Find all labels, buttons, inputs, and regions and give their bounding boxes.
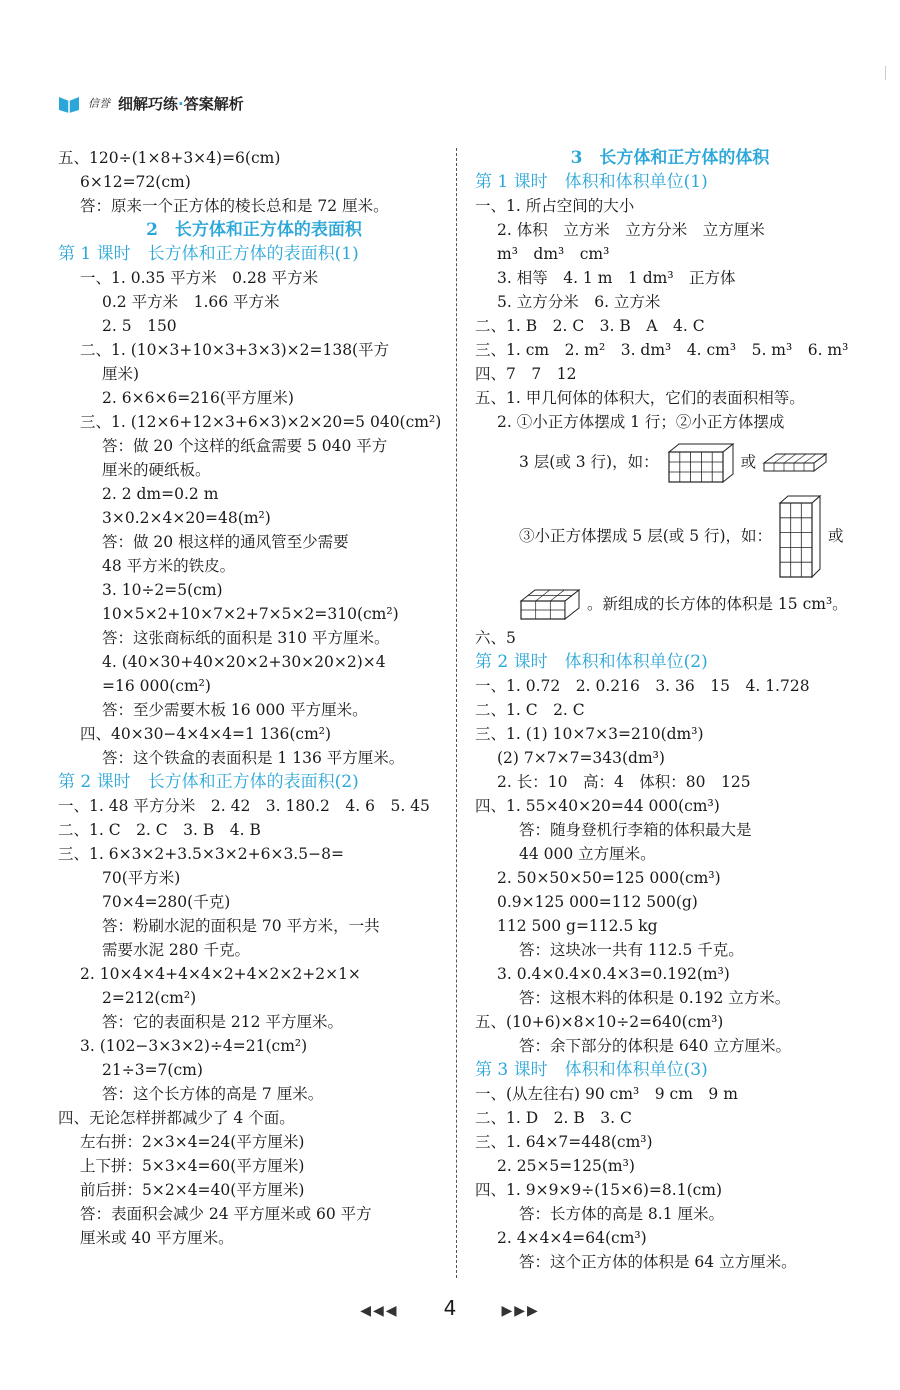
left-line: 第 1 课时 长方体和正方体的表面积(1) [58, 244, 359, 264]
left-line: 上下拼：5×3×4=60(平方厘米) [80, 1157, 305, 1175]
right-line: 一、1. 0.72 2. 0.216 3. 36 15 4. 1.728 [475, 677, 810, 695]
right-line: 六、5 [475, 629, 516, 647]
left-line: 一、1. 48 平方分米 2. 42 3. 180.2 4. 6 5. 45 [58, 797, 430, 815]
right-line: 二、1. B 2. C 3. B A 4. C [475, 317, 705, 335]
left-line: 2. 5 150 [102, 317, 177, 335]
left-line: 0.2 平方米 1.66 平方米 [102, 293, 280, 311]
right-line: 四、1. 55×40×20=44 000(cm³) [475, 797, 720, 815]
right-line: 5. 立方分米 6. 立方米 [497, 293, 661, 311]
page-number: 4 [443, 1296, 457, 1320]
right-line: 二、1. D 2. B 3. C [475, 1109, 632, 1127]
right-line: 2. 50×50×50=125 000(cm³) [497, 869, 721, 887]
right-line: 答：随身登机行李箱的体积最大是 [519, 821, 752, 839]
left-line: 4. (40×30+40×20×2+30×20×2)×4 [102, 653, 386, 671]
left-line: 70×4=280(千克) [102, 893, 231, 911]
left-line: 答：做 20 根这样的通风管至少需要 [102, 533, 349, 551]
corner-mark [885, 66, 886, 80]
left-line: 3. (102−3×3×2)÷4=21(cm²) [80, 1037, 308, 1055]
cuboid-thin-slab-figure [762, 451, 828, 473]
right-line: 第 3 课时 体积和体积单位(3) [475, 1060, 708, 1080]
right-line: 44 000 立方厘米。 [519, 845, 656, 863]
right-line: 答：余下部分的体积是 640 立方厘米。 [519, 1037, 791, 1055]
left-line: 2. 6×6×6=216(平方厘米) [102, 389, 294, 407]
right-line: 二、1. C 2. C [475, 701, 585, 719]
left-line: 6×12=72(cm) [80, 173, 191, 191]
left-line: 3. 10÷2=5(cm) [102, 581, 223, 599]
left-line: 厘米的硬纸板。 [102, 461, 211, 479]
book-logo-icon [58, 93, 80, 113]
right-line: 第 1 课时 体积和体积单位(1) [475, 172, 708, 192]
right-line: 三、1. 64×7=448(cm³) [475, 1133, 653, 1151]
left-column [58, 146, 450, 1250]
next-arrows-icon: ▶▶▶ [501, 1303, 540, 1319]
right-line: 2. 体积 立方米 立方分米 立方厘米 [497, 221, 765, 239]
page-header [58, 88, 244, 118]
right-line: 0.9×125 000=112 500(g) [497, 893, 698, 911]
left-line: 答：原来一个正方体的棱长总和是 72 厘米。 [80, 197, 389, 215]
series-title: 细解巧练·答案解析 [118, 94, 244, 113]
left-line: 2=212(cm²) [102, 989, 197, 1007]
page-footer [0, 1296, 900, 1320]
left-line: 答：这个铁盒的表面积是 1 136 平方厘米。 [102, 749, 405, 767]
left-line: 三、1. 6×3×2+3.5×3×2+6×3.5−8= [58, 845, 344, 863]
right-line: 3. 0.4×0.4×0.4×3=0.192(m³) [497, 965, 730, 983]
right-line: 112 500 g=112.5 kg [497, 917, 658, 935]
left-line: 答：做 20 个这样的纸盒需要 5 040 平方 [102, 437, 388, 455]
right-line: 答：这块冰一共有 112.5 千克。 [519, 941, 744, 959]
left-line: 70(平方米) [102, 869, 181, 887]
left-line: 二、1. C 2. C 3. B 4. B [58, 821, 261, 839]
right-line: 2. 4×4×4=64(cm³) [497, 1229, 647, 1247]
left-line: 2 长方体和正方体的表面积 [146, 220, 362, 240]
left-line: 答：它的表面积是 212 平方厘米。 [102, 1013, 343, 1031]
cuboid-3x5-flat-figure [665, 440, 735, 484]
right-line: 四、1. 9×9×9÷(15×6)=8.1(cm) [475, 1181, 723, 1199]
cuboid-tall-figure [778, 493, 822, 579]
right-line: 三、1. (1) 10×7×3=210(dm³) [475, 725, 704, 743]
left-line: 五、120÷(1×8+3×4)=6(cm) [58, 149, 281, 167]
left-line: 21÷3=7(cm) [102, 1061, 203, 1079]
left-line: 厘米或 40 平方厘米。 [80, 1229, 234, 1247]
left-line: 第 2 课时 长方体和正方体的表面积(2) [58, 772, 359, 792]
left-line: 2. 10×4×4+4×4×2+4×2×2+2×1× [80, 965, 361, 983]
left-line: 四、40×30−4×4×4=1 136(cm²) [80, 725, 332, 743]
figure-row-3: 。新组成的长方体的体积是 15 cm³。 [475, 582, 865, 626]
right-line: 3 长方体和正方体的体积 [570, 148, 770, 168]
right-line: 一、(从左往右) 90 cm³ 9 cm 9 m [475, 1085, 738, 1103]
left-line: 前后拼：5×2×4=40(平方厘米) [80, 1181, 305, 1199]
prev-arrows-icon: ◀◀◀ [360, 1303, 399, 1319]
brand-name: 信誉 [88, 97, 110, 110]
left-line: 三、1. (12×6+12×3+6×3)×2×20=5 040(cm²) [80, 413, 442, 431]
left-line: =16 000(cm²) [102, 677, 211, 695]
left-line: 答：这张商标纸的面积是 310 平方厘米。 [102, 629, 390, 647]
left-line: 答：至少需要木板 16 000 平方厘米。 [102, 701, 368, 719]
column-divider [456, 148, 457, 1278]
left-line: 答：这个长方体的高是 7 厘米。 [102, 1085, 324, 1103]
right-line: 第 2 课时 体积和体积单位(2) [475, 652, 708, 672]
left-line: 需要水泥 280 千克。 [102, 941, 250, 959]
left-line: 3×0.2×4×20=48(m²) [102, 509, 271, 527]
right-line: 2. 25×5=125(m³) [497, 1157, 635, 1175]
right-column [475, 146, 865, 1274]
left-line: 二、1. (10×3+10×3+3×3)×2=138(平方 [80, 341, 390, 359]
figure-row-1: 3 层(或 3 行)，如： 或 [475, 434, 865, 490]
left-line: 2. 2 dm=0.2 m [102, 485, 219, 503]
figure-row-2: ③小正方体摆成 5 层(或 5 行)，如： 或 [475, 490, 865, 582]
right-line: 五、1. 甲几何体的体积大，它们的表面积相等。 [475, 389, 805, 407]
right-line: (2) 7×7×7=343(dm³) [497, 749, 665, 767]
left-line: 答：表面积会减少 24 平方厘米或 60 平方 [80, 1205, 372, 1223]
right-line: m³ dm³ cm³ [497, 245, 610, 263]
left-line: 一、1. 0.35 平方米 0.28 平方米 [80, 269, 319, 287]
left-line: 48 平方米的铁皮。 [102, 557, 236, 575]
right-line: 三、1. cm 2. m² 3. dm³ 4. cm³ 5. m³ 6. m³ [475, 341, 849, 359]
left-line: 厘米) [102, 365, 140, 383]
right-line: 四、7 7 12 [475, 365, 577, 383]
right-line: 2. 长：10 高：4 体积：80 125 [497, 773, 751, 791]
right-line: 答：这根木料的体积是 0.192 立方米。 [519, 989, 791, 1007]
right-line: 3. 相等 4. 1 m 1 dm³ 正方体 [497, 269, 736, 287]
right-line: 答：这个正方体的体积是 64 立方厘米。 [519, 1253, 797, 1271]
cuboid-stack-figure [519, 587, 581, 621]
right-line: 答：长方体的高是 8.1 厘米。 [519, 1205, 725, 1223]
right-line: 2. ①小正方体摆成 1 行；②小正方体摆成 [497, 413, 785, 431]
left-line: 10×5×2+10×7×2+7×5×2=310(cm²) [102, 605, 399, 623]
right-line: 一、1. 所占空间的大小 [475, 197, 635, 215]
left-line: 四、无论怎样拼都减少了 4 个面。 [58, 1109, 295, 1127]
right-line: 五、(10+6)×8×10÷2=640(cm³) [475, 1013, 724, 1031]
left-line: 答：粉刷水泥的面积是 70 平方米，一共 [102, 917, 380, 935]
left-line: 左右拼：2×3×4=24(平方厘米) [80, 1133, 305, 1151]
